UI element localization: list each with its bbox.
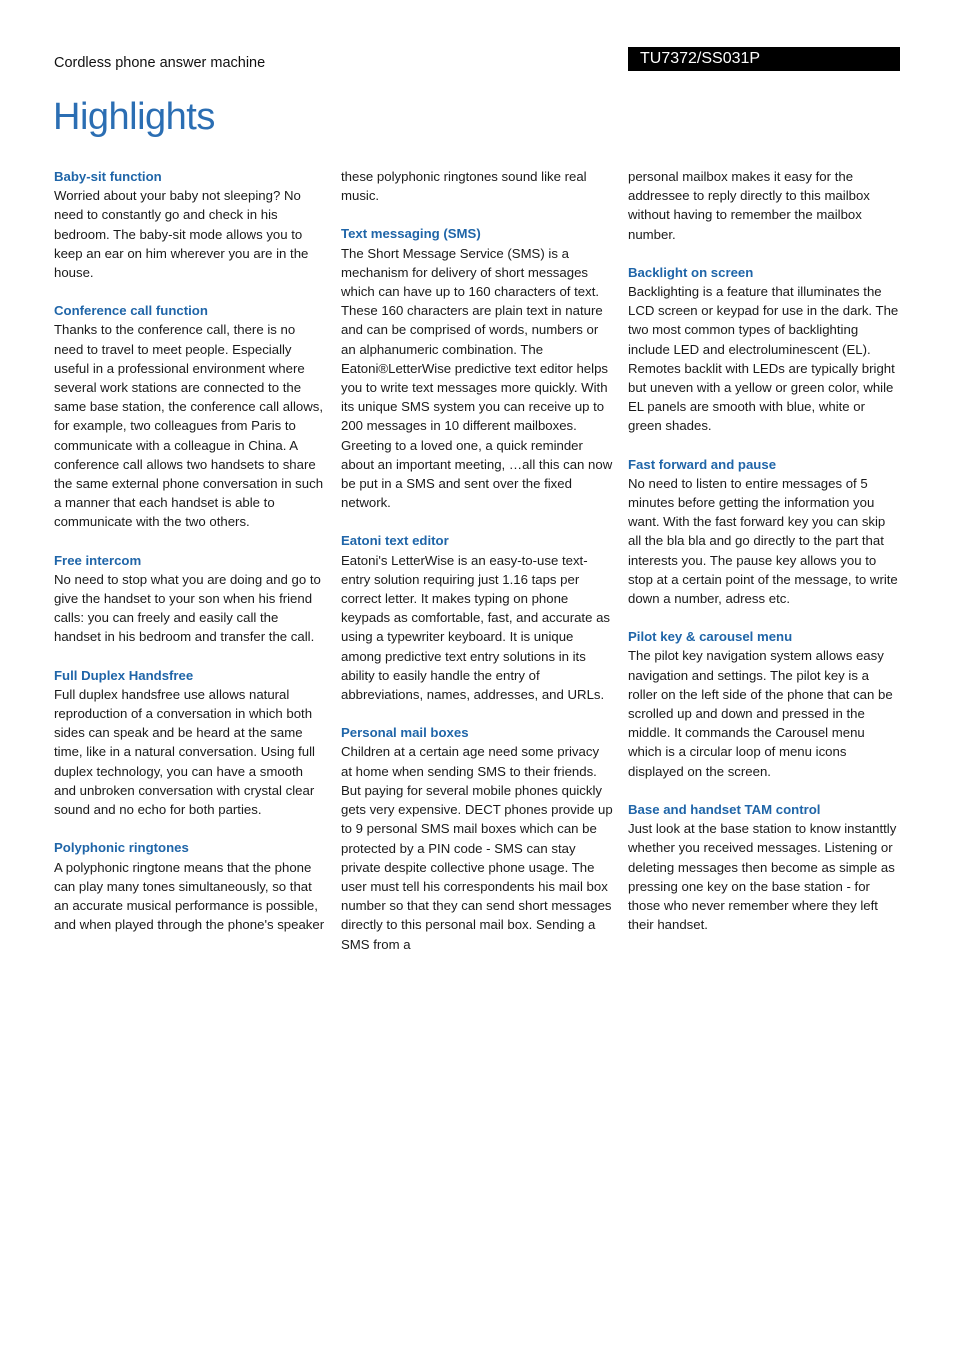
section-text-messaging [341, 224, 613, 512]
section-title: Free intercom [54, 552, 142, 568]
section-body: Worried about your baby not sleeping? No need to constantly go and check in his bedroom. The baby-sit mode allows you to keep an ear on him wherever you are in the house. [54, 188, 309, 281]
section-body: personal mailbox makes it easy for the addressee to reply directly to this mailbox without having to remember the mailbox number. [628, 169, 870, 242]
section-body: No need to listen to entire messages of 5 minutes before getting the information you want. With the fast forward key you can skip all the bla bla and go directly to the part that interests you. The pause key allows you to stop at a certain point of the message, to write down a number, adress etc. [628, 475, 898, 607]
page-title: Highlights [53, 96, 215, 138]
section-pilot-key [628, 627, 900, 781]
section-title: Pilot key & carousel menu [628, 629, 793, 645]
section-title: Base and handset TAM control [628, 801, 821, 817]
section-backlight [628, 263, 900, 436]
section-title: Conference call function [54, 303, 208, 319]
section-fast-forward-pause [628, 455, 900, 609]
column-2 [341, 167, 613, 973]
section-body: Full duplex handsfree use allows natural reproduction of a conversation in which both sides can speak and be heard at the same time, like in a natural conversation. Using full duplex technology, you can have a smooth and unbroken conversation with crystal clear sound and no echo for both parties. [54, 686, 315, 818]
section-body: Just look at the base station to know instanttly whether you received messages. Listening or deleting messages then become as simple as pressing one key on the base station - for those who never remember where they left their handset. [628, 821, 897, 933]
section-body: these polyphonic ringtones sound like real music. [341, 169, 587, 204]
section-body: The pilot key navigation system allows easy navigation and settings. The pilot key is a roller on the left side of the phone that can be scrolled up and down and pressed in the middle. It commands the Carousel menu which is a circular loop of menu icons displayed on the screen. [628, 648, 893, 779]
section-body: Backlighting is a feature that illuminates the LCD screen or keypad for use in the dark. The two most common types of backlighting include LED and electroluminescent (EL). Remotes backlit with LEDs are typically bright but uneven with a yellow or green color, while EL panels are smooth with blue, white or green shades. [628, 284, 899, 434]
section-body: Children at a certain age need some privacy at home when sending SMS to their friends. But paying for several mobile phones quickly gets very expensive. DECT phones provide up to 9 personal SMS mail boxes which can be protected by a PIN code - SMS can stay private despite collective phone usage. The user must tell his correspondents his mail box number so that they can send short messages directly to this personal mail box. Sending a SMS from a [341, 744, 613, 952]
section-title: Personal mail boxes [341, 725, 469, 741]
section-polyphonic-continued [341, 167, 613, 205]
section-title: Full Duplex Handsfree [54, 667, 194, 683]
product-type: Cordless phone answer machine [54, 55, 266, 71]
section-title: Baby-sit function [54, 169, 162, 184]
section-free-intercom [54, 551, 326, 647]
section-personal-mail-boxes [341, 723, 613, 953]
section-body: Eatoni's LetterWise is an easy-to-use text-entry solution requiring just 1.16 taps per correct letter. It makes typing on phone keypads as comfortable, fast, and accurate as using a typewriter keyboard. It is unique among predictive text entry solutions in its ability to easily handle the entry of abbreviations, names, addresses, and URLs. [341, 552, 611, 703]
section-conference-call [54, 301, 326, 531]
section-polyphonic-ringtones [54, 838, 326, 934]
section-body: No need to stop what you are doing and go to give the handset to your son when his friend calls: you can freely and easily call the handset in his bedroom and transfer the call. [54, 571, 321, 645]
section-body: A polyphonic ringtone means that the phone can play many tones simultaneously, so that an accurate musical performance is possible, and when played through the phone's speaker [54, 859, 325, 933]
section-title: Backlight on screen [628, 264, 754, 280]
section-baby-sit [54, 167, 326, 282]
section-title: Text messaging (SMS) [341, 226, 481, 242]
column-3 [628, 167, 900, 953]
section-title: Fast forward and pause [628, 456, 777, 472]
section-mail-boxes-continued [628, 167, 900, 244]
section-tam-control [628, 800, 900, 934]
section-body: The Short Message Service (SMS) is a mechanism for delivery of short messages which can have up to 160 characters of text. These 160 characters are plain text in nature and can be comprised of words, numbers or an alphanumeric combination. The Eatoni®LetterWise predictive text editor helps you to write text messages more quickly. With its unique SMS system you can receive up to 200 messages in 10 different mailboxes. Greeting to a loved one, a quick reminder about an important meeting, …all this can now be put in a SMS and sent over the fixed network. [341, 245, 613, 511]
section-title: Polyphonic ringtones [54, 840, 189, 856]
section-eatoni-text-editor [341, 531, 613, 704]
model-number: TU7372/SS031P [628, 47, 900, 71]
column-1 [54, 167, 326, 953]
section-title: Eatoni text editor [341, 533, 449, 549]
section-body: Thanks to the conference call, there is no need to travel to meet people. Especially useful in a professional environment where several work stations are connected to the same base station, the conference call allows, for example, two colleagues from Paris to communicate with a colleague in China. A conference call allows two handsets to share the same external phone conversation in such a manner that each handset is able to communicate with the two others. [54, 322, 324, 530]
section-full-duplex [54, 666, 326, 820]
